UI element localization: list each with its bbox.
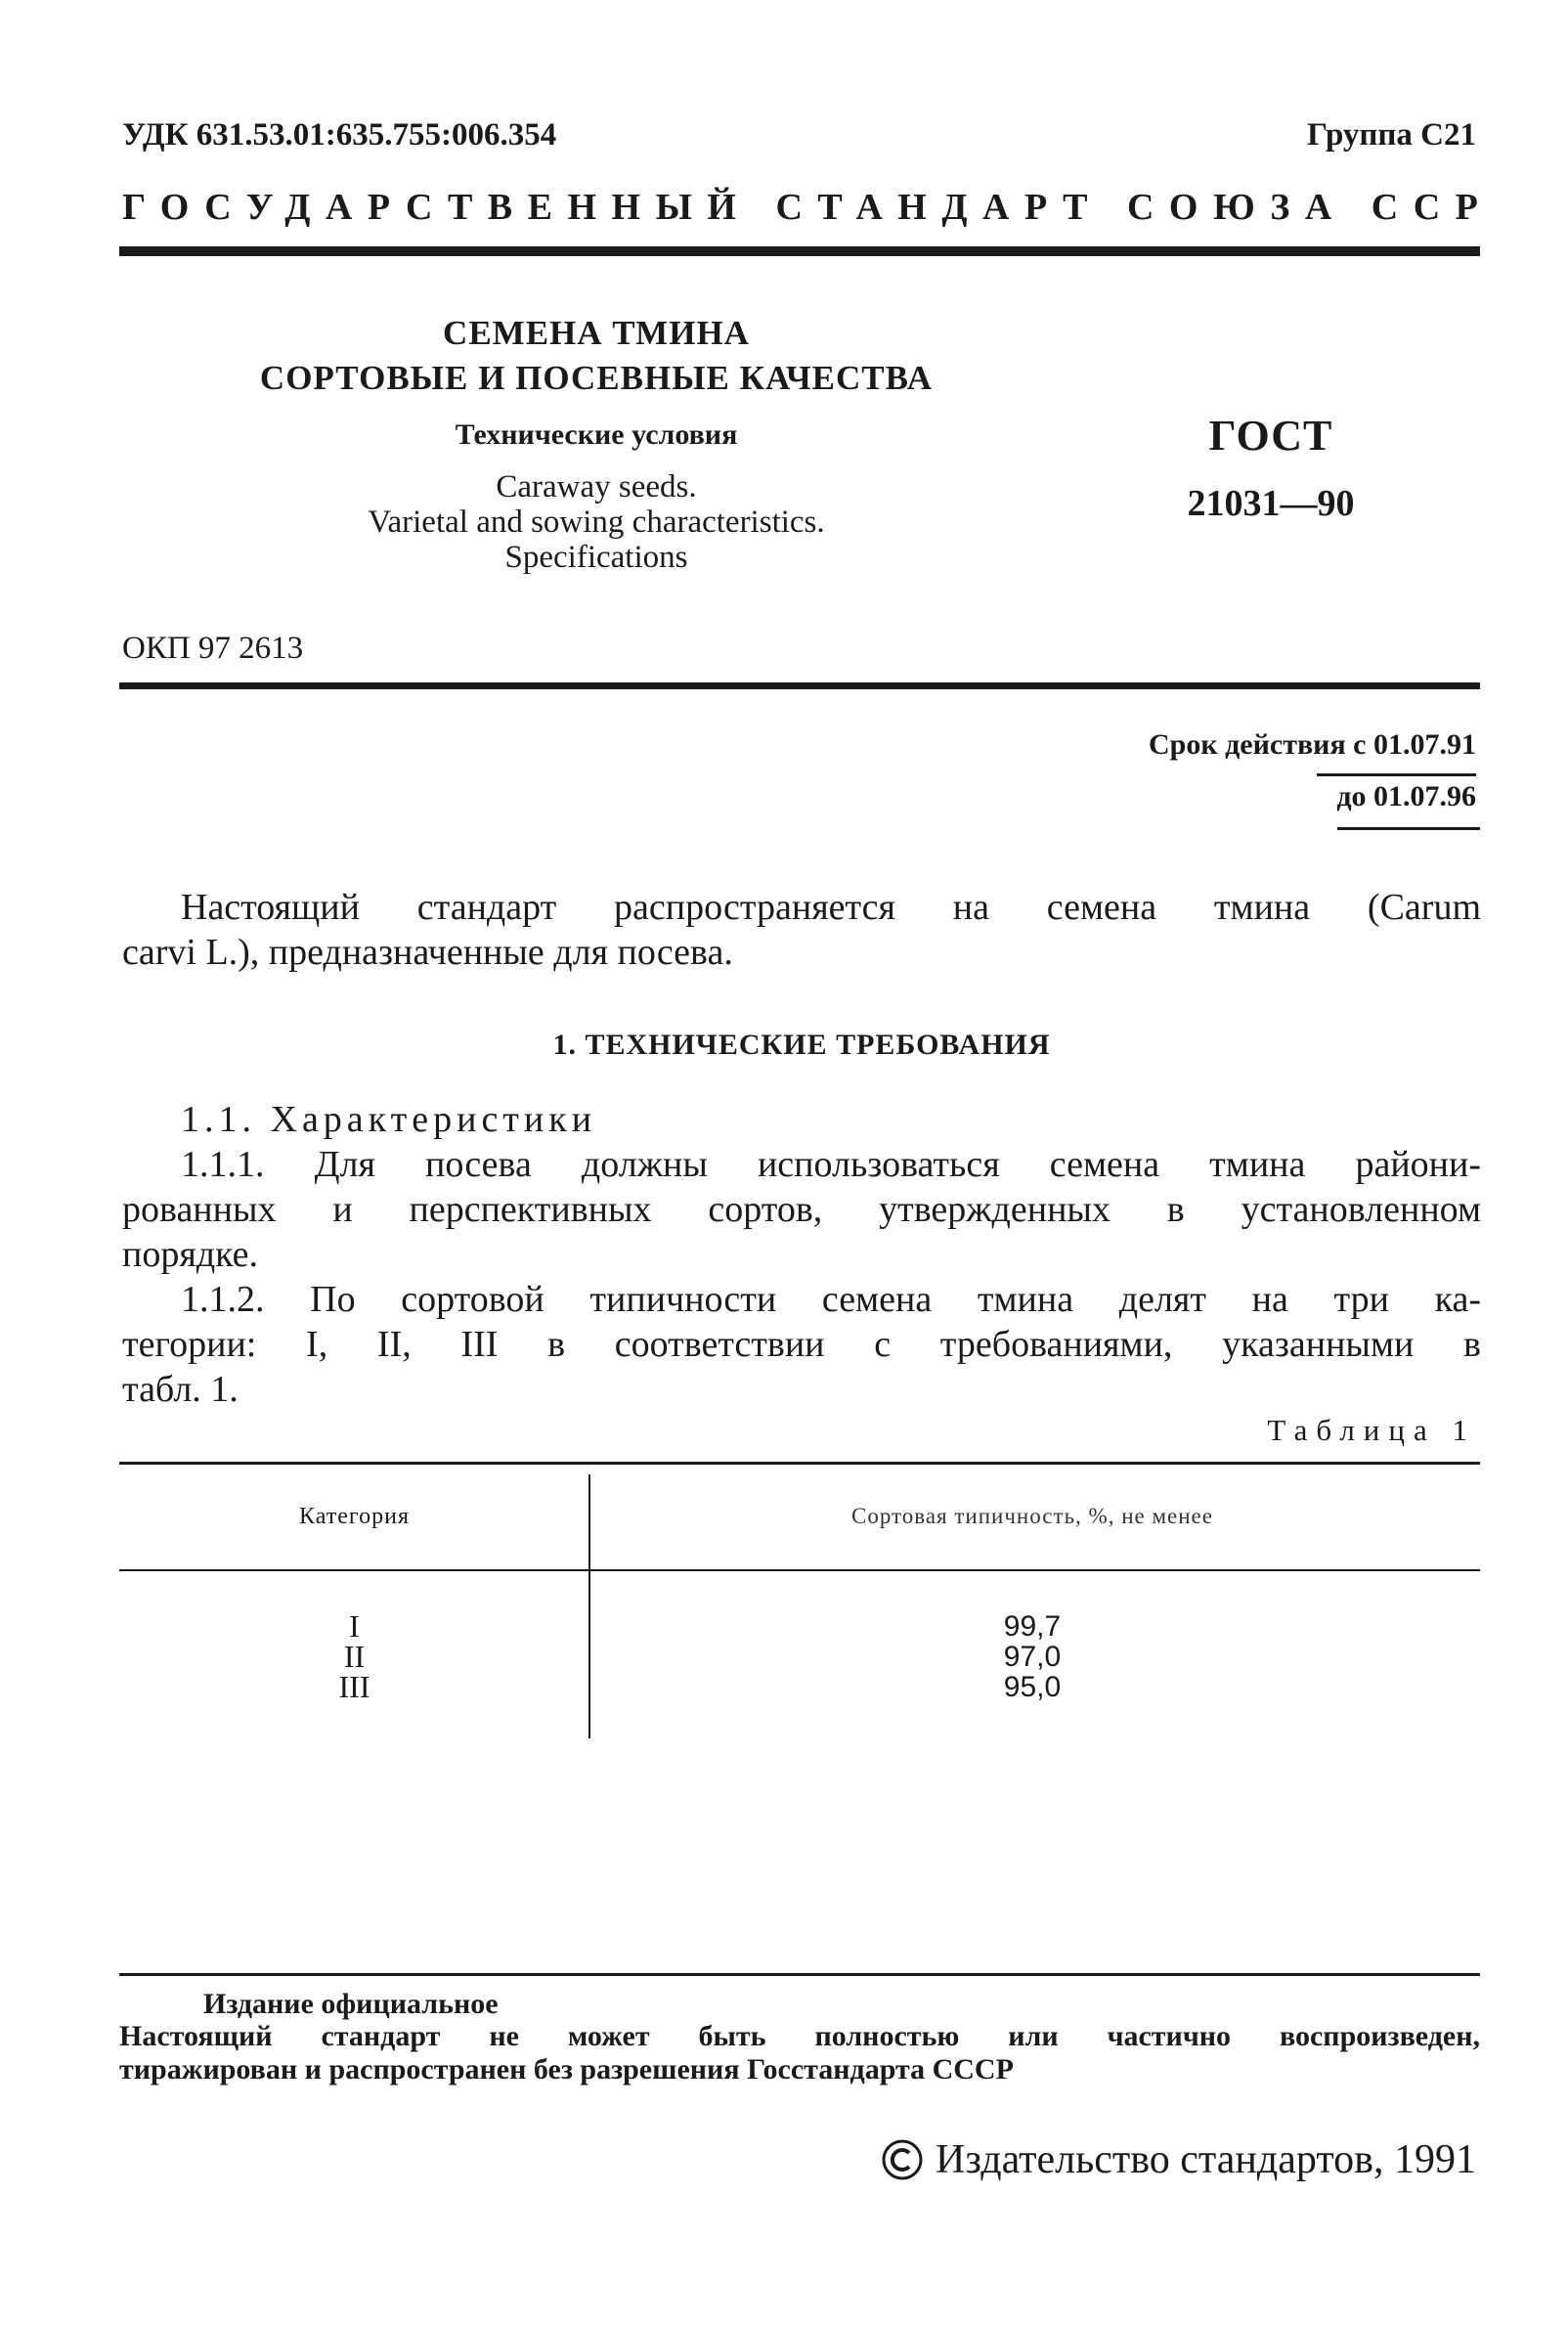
- table-cell-category: I: [349, 1608, 360, 1644]
- table-header-category: Категория: [299, 1504, 410, 1529]
- gost-block: [1154, 411, 1388, 525]
- validity-rule: [1337, 827, 1480, 830]
- group-code: Группа С21: [1307, 117, 1476, 153]
- reproduction-notice: [119, 2020, 1480, 2086]
- intro-line-1: Настоящий стандарт распространяется на семена тмина (Carum: [181, 887, 1481, 928]
- header-rule: [119, 246, 1480, 256]
- validity-to: до 01.07.96: [1317, 773, 1476, 813]
- title-rule: [119, 682, 1480, 689]
- footer-rule: [119, 1973, 1480, 1976]
- table-cell-typicality: 95,0: [1003, 1671, 1062, 1703]
- state-standard-heading: ГОСУДАРСТВЕННЫЙ СТАНДАРТ СОЮЗА ССР: [122, 187, 1494, 228]
- table-column-typicality: [592, 1611, 1472, 1702]
- clause-1-1-2-line-3: табл. 1.: [122, 1369, 239, 1410]
- copyright-text: Издательство стандартов, 1991: [936, 2137, 1476, 2182]
- title-block: [156, 311, 1036, 575]
- section-body: [122, 1097, 1481, 1412]
- title-english: [156, 469, 1036, 575]
- title-subtitle: Технические условия: [455, 418, 738, 451]
- table-cell-typicality: 99,7: [1003, 1610, 1062, 1643]
- table-caption: Таблица 1: [1267, 1413, 1476, 1447]
- clause-1-1: 1.1. Характеристики: [181, 1099, 597, 1140]
- table-cell-category: III: [338, 1669, 370, 1704]
- table-cell-category: II: [343, 1639, 366, 1674]
- clause-1-1-2-line-1: 1.1.2. По сортовой типичности семена тмина делят на три ка-: [181, 1279, 1481, 1320]
- gost-label: ГОСТ: [1208, 412, 1333, 460]
- official-edition: Издание официальное: [203, 1988, 499, 2020]
- table-header-typicality: Сортовая типичность, %, не менее: [851, 1504, 1213, 1528]
- table-column-category: [122, 1608, 587, 1704]
- table-cell-typicality: 97,0: [1003, 1641, 1062, 1673]
- notice-line-2: тиражирован и распространен без разрешения Госстандарта СССР: [119, 2053, 1014, 2086]
- table-top-rule: [119, 1462, 1480, 1465]
- intro-paragraph: [122, 885, 1481, 975]
- clause-1-1-2-line-2: тегории: I, II, III в соответствии с требованиями, указанными в: [122, 1324, 1481, 1365]
- validity-period: [1149, 728, 1476, 813]
- gost-number: 21031—90: [1187, 483, 1355, 524]
- title-line-2: СОРТОВЫЕ И ПОСЕВНЫЕ КАЧЕСТВА: [259, 359, 934, 397]
- title-line-1: СЕМЕНА ТМИНА: [443, 314, 750, 352]
- title-english-line-2: Varietal and sowing characteristics.: [368, 505, 825, 540]
- copyright-icon: [881, 2138, 924, 2181]
- validity-from: Срок действия с 01.07.91: [1149, 728, 1476, 761]
- clause-1-1-1-line-3: порядке.: [122, 1234, 259, 1275]
- intro-line-2: carvi L.), предназначенные для посева.: [122, 932, 733, 973]
- clause-1-1-1-line-1: 1.1.1. Для посева должны использоваться семена тмина райони-: [181, 1144, 1481, 1185]
- okp-code: ОКП 97 2613: [122, 631, 304, 666]
- copyright: [881, 2136, 1476, 2183]
- table-column-divider: [588, 1474, 590, 1738]
- udk-code: УДК 631.53.01:635.755:006.354: [122, 117, 557, 153]
- title-english-line-1: Caraway seeds.: [496, 469, 697, 505]
- table-header-rule: [119, 1569, 1480, 1571]
- title-english-line-3: Specifications: [504, 540, 688, 575]
- section-heading: 1. ТЕХНИЧЕСКИЕ ТРЕБОВАНИЯ: [552, 1029, 1051, 1061]
- clause-1-1-1-line-2: рованных и перспективных сортов, утвержденных в установленном: [122, 1189, 1481, 1230]
- notice-line-1: Настоящий стандарт не может быть полностью или частично воспроизведен,: [119, 2020, 1480, 2052]
